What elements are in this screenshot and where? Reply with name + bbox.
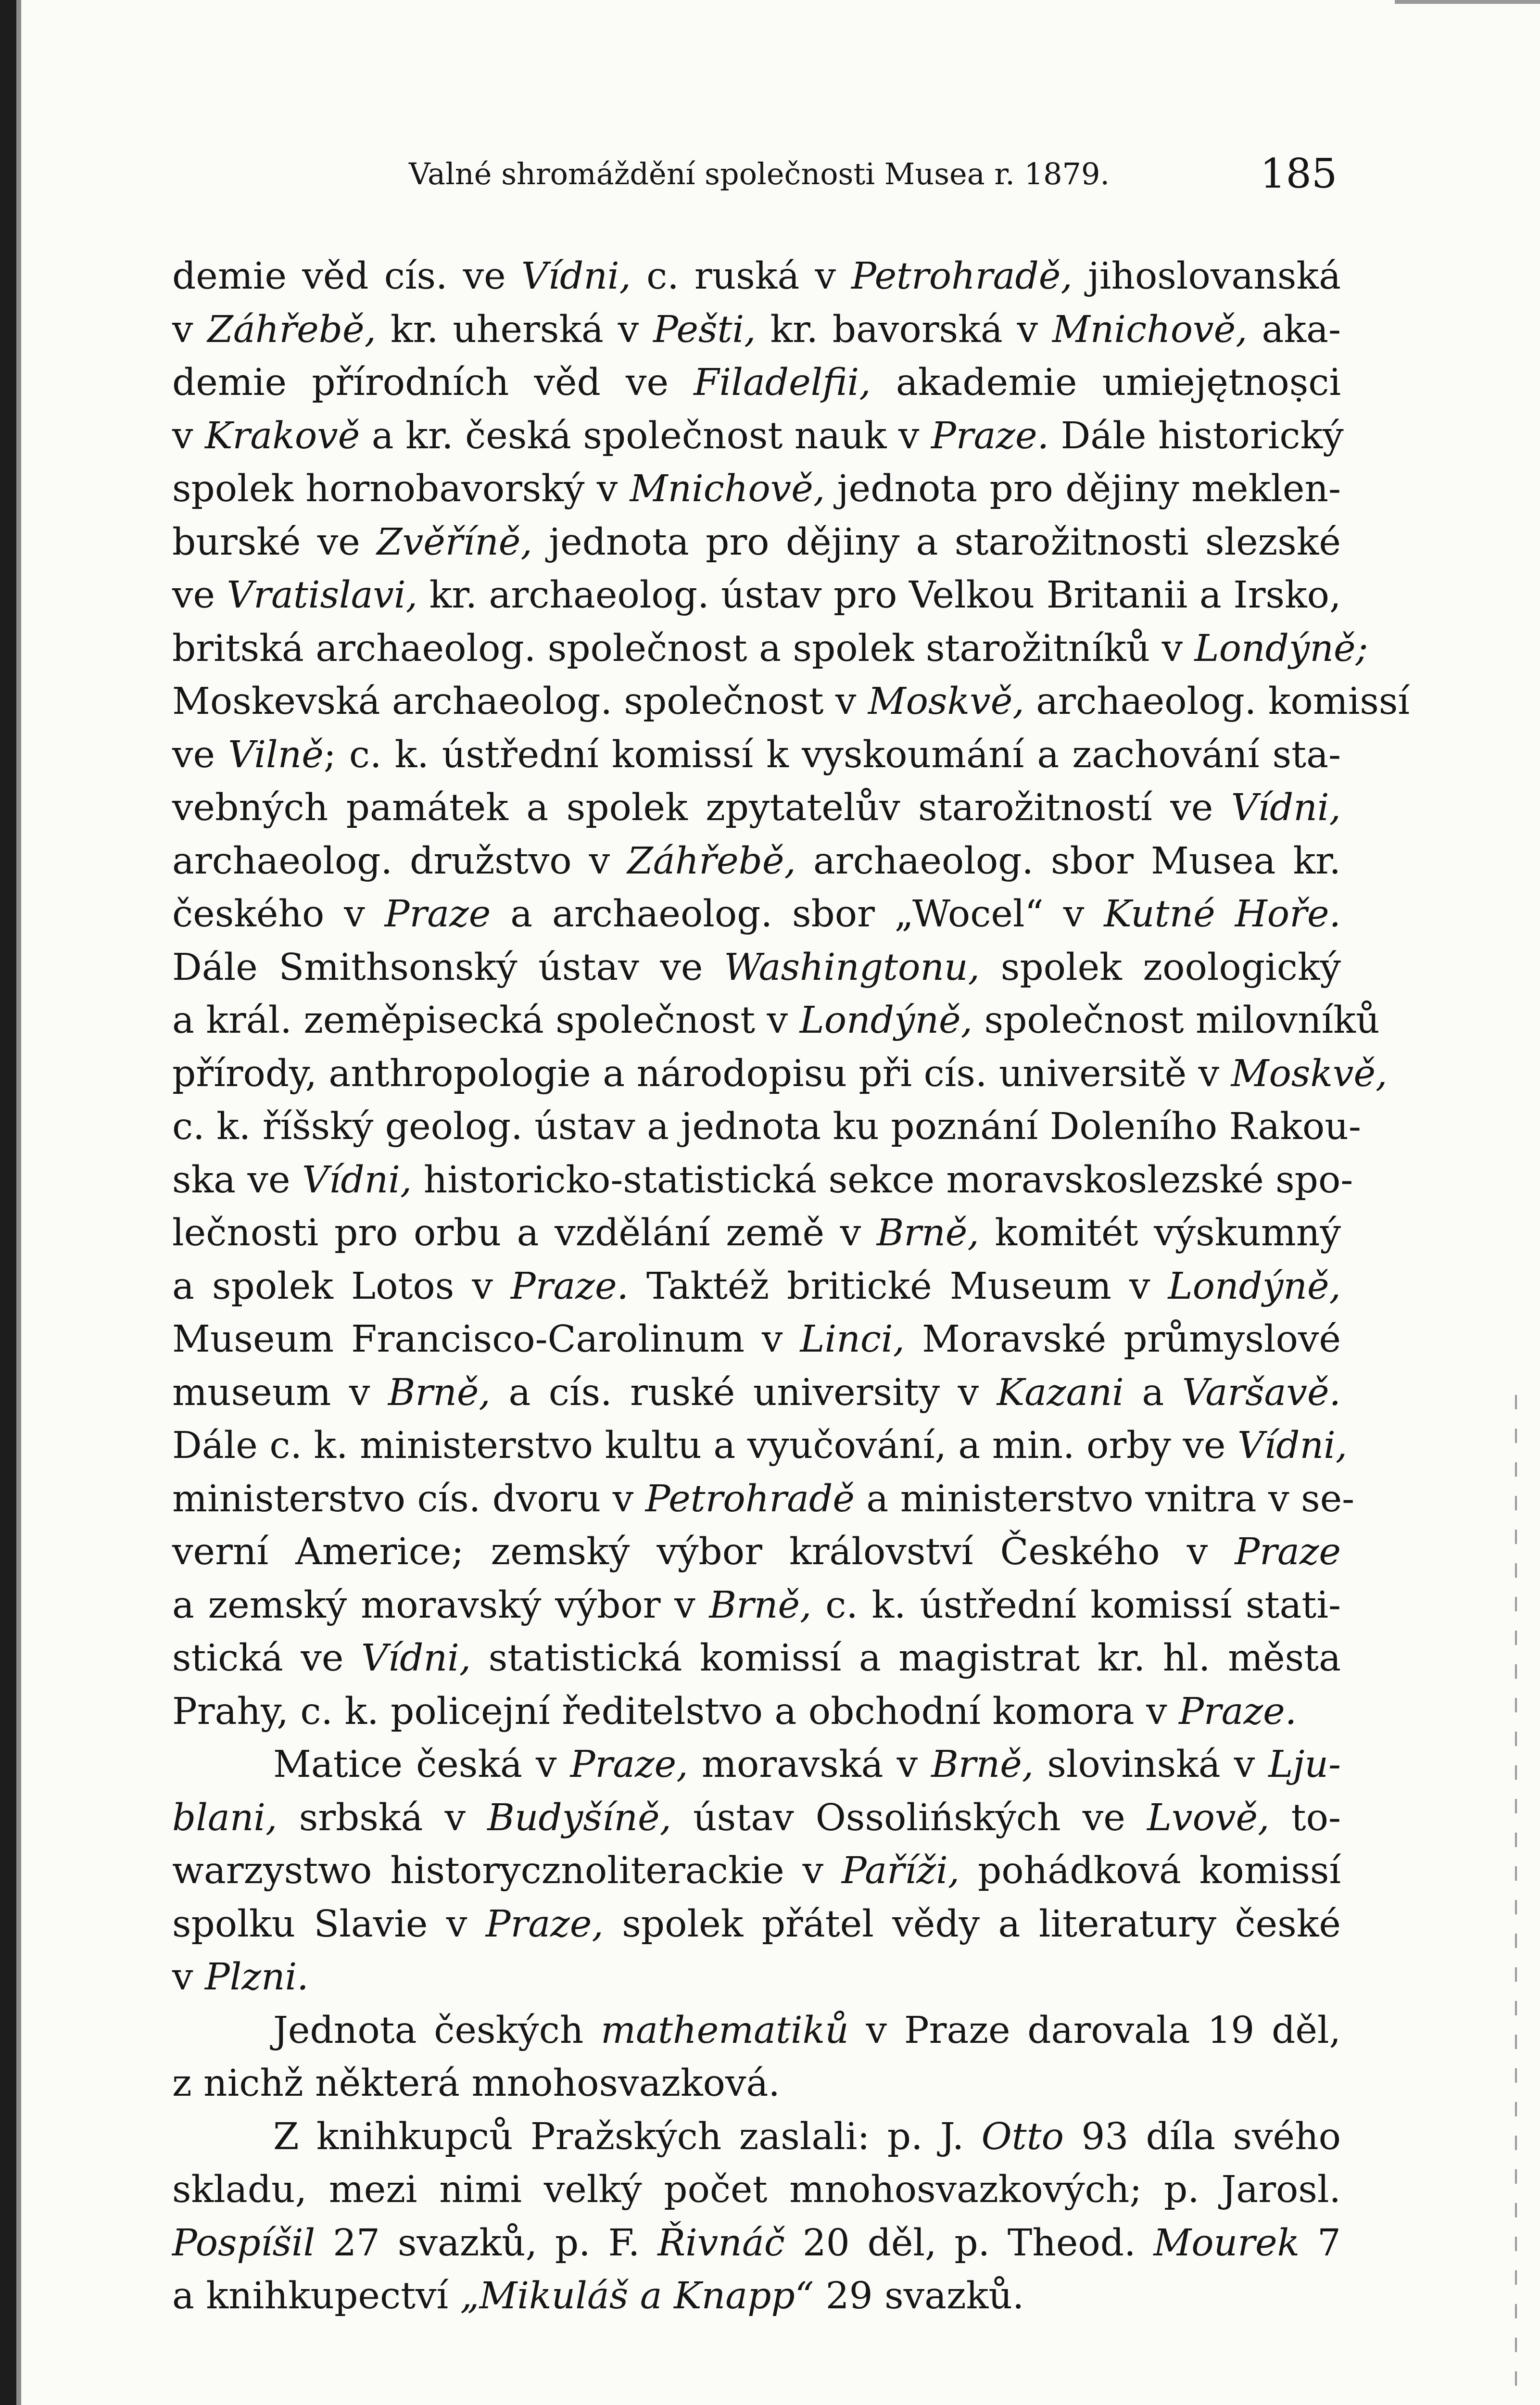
text-line [172, 1101, 1361, 1154]
italic-text: Praze [1235, 1531, 1341, 1573]
paragraph-p1 [172, 250, 1410, 1738]
italic-text: Vídni, [361, 1637, 471, 1680]
text-run: komitét výskumný [979, 1212, 1341, 1254]
text-run: ve [172, 733, 228, 776]
italic-text: Linci, [800, 1318, 905, 1361]
text-run: c. k. říšský geolog. ústav a jednota ku poznání Doleního Rakou- [172, 1105, 1361, 1148]
paragraph-p3 [172, 2004, 1341, 2111]
text-line [172, 1526, 1341, 1579]
italic-text: Petrohradě, [851, 255, 1073, 298]
italic-text: Lvově, [1147, 1796, 1270, 1839]
italic-text: blani, [172, 1796, 278, 1839]
text-run: slovinská v [1034, 1743, 1269, 1786]
text-run: archaeolog. družstvo v [172, 839, 628, 883]
italic-text: Varšavě. [1182, 1371, 1341, 1414]
text-run: museum v [172, 1371, 388, 1414]
text-run: lečnosti pro orbu a vzdělání země v [172, 1212, 877, 1254]
text-run: pohádková komissí [959, 1849, 1341, 1892]
text-run: a spolek Lotos v [172, 1265, 511, 1308]
text-line [172, 1154, 1353, 1207]
text-run: jednota pro dějiny meklen- [825, 468, 1341, 510]
text-run: a cís. ruské university v [490, 1371, 997, 1414]
text-run: Taktéž britické Museum v [629, 1265, 1168, 1308]
italic-text: Londýně, [799, 999, 973, 1042]
text-line [172, 304, 1341, 357]
italic-text: Pešti, [653, 308, 756, 351]
text-line [172, 1632, 1341, 1685]
text-run: a [1123, 1371, 1182, 1414]
text-line [172, 941, 1341, 995]
text-run: v [172, 308, 208, 351]
text-run: verní Americe; zemský výbor království Českého v [172, 1531, 1235, 1573]
text-run: a kr. česká společnost nauk v [360, 414, 931, 457]
text-line [172, 463, 1341, 516]
italic-text: Brně, [931, 1743, 1034, 1786]
text-line [172, 1845, 1341, 1898]
italic-text: Řivnáč [657, 2221, 785, 2265]
page-binding-edge [0, 0, 16, 2405]
text-run: přírody, anthropologie a národopisu při cís. universitě v [172, 1052, 1231, 1095]
paragraph-p4 [172, 2111, 1341, 2323]
text-line [172, 1367, 1341, 1420]
text-run: Moskevská archaeolog. společnost v [172, 680, 868, 723]
text-line [172, 1792, 1341, 1845]
italic-text: Petrohradě [645, 1477, 855, 1520]
text-run: jihoslovanská [1072, 255, 1341, 298]
page-binding-shadow [16, 0, 21, 2405]
text-line [172, 1898, 1341, 1951]
text-run: a král. zeměpisecká společnost v [172, 999, 800, 1042]
text-line [172, 1685, 1341, 1739]
text-run: Matice česká v [273, 1743, 570, 1786]
text-run: to- [1269, 1796, 1341, 1839]
text-run: a archaeolog. sbor „Wocel“ v [491, 893, 1104, 936]
text-run: 20 děl, p. Theod. [784, 2221, 1154, 2265]
italic-text: Brně, [876, 1212, 979, 1254]
text-run: Dále historický [1049, 414, 1344, 457]
italic-text: Vratislavi, [227, 574, 418, 617]
text-run: ústav Ossolińských ve [671, 1796, 1147, 1839]
text-run: spolek přátel vědy a literatury české [603, 1902, 1341, 1946]
text-line [172, 1260, 1341, 1314]
text-line [172, 1048, 1388, 1101]
italic-text: Budyšíně, [487, 1796, 671, 1839]
text-run: c. k. ústřední komissí stati- [811, 1583, 1341, 1627]
text-line [172, 1738, 1341, 1792]
italic-text: Zvěříně, [377, 520, 532, 564]
text-line [172, 2270, 1341, 2323]
text-run: britská archaeolog. společnost a spolek starožitníků v [172, 627, 1195, 670]
italic-text: Záhřebě, [627, 839, 796, 883]
text-run: spolek zoologický [980, 946, 1341, 989]
text-run: demie přírodních věd ve [172, 361, 694, 404]
italic-text: Kutné Hoře. [1104, 893, 1341, 936]
text-run: Prahy, c. k. policejní ředitelstvo a obchodní komora v [172, 1690, 1179, 1733]
text-line [172, 1207, 1341, 1260]
text-run: vebných památek a spolek zpytatelův starožitností ve [172, 786, 1231, 829]
text-run: stická ve [172, 1637, 361, 1680]
text-run: v Praze darovala 19 děl, [848, 2009, 1341, 2052]
page-right-edge-marks [1515, 1395, 1517, 2405]
text-run: c. ruská v [631, 255, 852, 298]
text-run: 93 díla svého [1064, 2115, 1341, 2158]
italic-text: Praze. [510, 1265, 629, 1308]
italic-text: Vilně [228, 733, 324, 776]
italic-text: „Mikuláš a Knapp“ [460, 2275, 814, 2317]
text-run: v [172, 1956, 205, 1999]
italic-text: Brně, [709, 1583, 812, 1627]
text-line [172, 1473, 1355, 1526]
text-run: 29 svazků. [814, 2275, 1024, 2317]
italic-text: Moskvě, [1231, 1052, 1388, 1095]
text-run: Z knihkupců Pražských zaslali: p. J. [273, 2115, 982, 2158]
text-line [172, 1419, 1348, 1473]
text-line [172, 729, 1341, 782]
italic-text: mathematiků [601, 2009, 849, 2052]
text-run: 27 svazků, p. F. [315, 2221, 658, 2265]
text-line [172, 622, 1368, 676]
italic-text: Mnichově, [1052, 308, 1248, 351]
paragraph-p2 [172, 1738, 1341, 2004]
text-run: srbská v [277, 1796, 488, 1839]
text-run: spolku Slavie v [172, 1902, 486, 1946]
text-line [172, 2004, 1341, 2058]
text-line [172, 356, 1341, 410]
italic-text: Plzni. [204, 1956, 309, 1999]
text-line [172, 410, 1344, 463]
italic-text: Krakově [204, 414, 360, 457]
text-line [172, 1579, 1341, 1633]
italic-text: Brně, [388, 1371, 491, 1414]
italic-text: Pospíšil [172, 2221, 316, 2265]
page-number: 185 [1260, 150, 1338, 197]
text-run: Dále c. k. ministerstvo kultu a vyučování, a min. orby ve [172, 1424, 1237, 1467]
text-run: Museum Francisco-Carolinum v [172, 1318, 800, 1361]
text-line [172, 516, 1341, 570]
body-text [172, 250, 1410, 2323]
text-run: archaeolog. komissí [1024, 680, 1410, 723]
text-run: Moravské průmyslové [905, 1318, 1341, 1361]
text-run: a knihkupectví [172, 2275, 460, 2317]
text-run: Dále Smithsonský ústav ve [172, 946, 724, 989]
italic-text: Praze. [1179, 1690, 1297, 1733]
italic-text: Vídni, [1237, 1424, 1348, 1467]
text-run: v [172, 414, 205, 457]
text-run: warzystwo historycznoliterackie v [172, 1849, 842, 1892]
text-line [172, 675, 1410, 729]
italic-text: Moskvě, [868, 680, 1024, 723]
text-run: ministerstvo cís. dvoru v [172, 1477, 645, 1520]
text-run: českého v [172, 893, 385, 936]
text-run: moravská v [688, 1743, 932, 1786]
italic-text: Praze. [931, 414, 1049, 457]
text-run: 7 [1300, 2221, 1341, 2265]
italic-text: Praze, [485, 1902, 604, 1946]
text-line [172, 569, 1341, 622]
text-line [172, 1951, 1341, 2004]
italic-text: Praze [384, 893, 491, 936]
text-line [172, 994, 1380, 1048]
text-run: společnost milovníků [972, 999, 1380, 1042]
text-run: z nichž některá mnohosvazková. [172, 2062, 780, 2105]
text-line [172, 1313, 1341, 1367]
text-line [172, 835, 1341, 888]
text-run: burské ve [172, 520, 377, 564]
text-line [172, 2217, 1341, 2270]
text-run: kr. archaeolog. ústav pro Velkou Britanii a Irsko, [417, 574, 1341, 617]
italic-text: Paříži, [841, 1849, 960, 1892]
text-run: demie věd cís. ve [172, 255, 521, 298]
italic-text: Vídni, [302, 1158, 412, 1202]
italic-text: Otto [981, 2115, 1064, 2158]
text-run: historicko-statistická sekce moravskoslezské spo- [412, 1158, 1353, 1202]
italic-text: Praze, [570, 1743, 688, 1786]
page-top-edge [1395, 0, 1540, 4]
text-line [172, 2057, 1341, 2111]
text-run: a ministerstvo vnitra v se- [854, 1477, 1355, 1520]
text-run: kr. uherská v [376, 308, 654, 351]
italic-text: Vídni, [521, 255, 631, 298]
text-line [172, 2111, 1341, 2164]
running-header-title: Valné shromáždění společnosti Musea r. 1879. [409, 156, 1110, 191]
italic-text: Lju- [1268, 1743, 1341, 1786]
italic-text: Londýně, [1168, 1265, 1341, 1308]
italic-text: Záhřebě, [207, 308, 377, 351]
text-run: spolek hornobavorský v [172, 468, 630, 510]
text-run: ; c. k. ústřední komissí k vyskoumání a zachování sta- [323, 733, 1341, 776]
text-line [172, 250, 1341, 304]
text-run: skladu, mezi nimi velký počet mnohosvazkových; p. Jarosl. [172, 2168, 1341, 2211]
italic-text: Kazani [997, 1371, 1124, 1414]
text-run: ska ve [172, 1158, 303, 1202]
text-run: Jednota českých [273, 2009, 601, 2052]
italic-text: Vídni, [1231, 786, 1341, 829]
text-run: ve [172, 574, 227, 617]
italic-text: Londýně; [1194, 627, 1368, 670]
text-run: jednota pro dějiny a starožitnosti slezské [532, 520, 1341, 564]
text-line [172, 888, 1341, 941]
italic-text: Filadelfii, [694, 361, 871, 404]
text-run: statistická komissí a magistrat kr. hl. města [471, 1637, 1341, 1680]
text-run: aka- [1247, 308, 1341, 351]
text-run: kr. bavorská v [756, 308, 1052, 351]
text-run: a zemský moravský výbor v [172, 1583, 709, 1627]
italic-text: Washingtonu, [724, 946, 980, 989]
text-line [172, 782, 1341, 835]
italic-text: Mourek [1153, 2221, 1300, 2265]
text-run: archaeolog. sbor Musea kr. [795, 839, 1341, 883]
italic-text: Mnichově, [630, 468, 825, 510]
text-run: akademie umiejętnoṣci [871, 361, 1341, 404]
text-line [172, 2164, 1341, 2217]
